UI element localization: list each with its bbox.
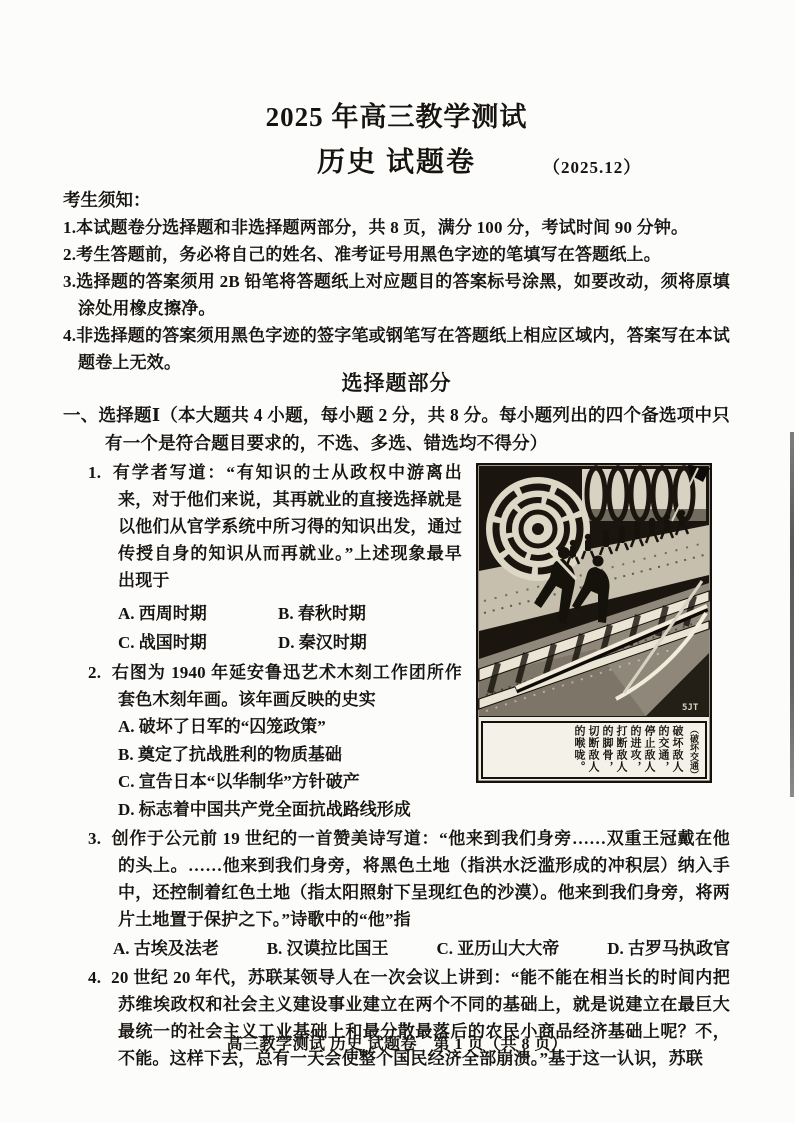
option-b: B. 奠定了抗战胜利的物质基础: [118, 744, 342, 764]
question-stem-text: 有学者写道：“有知识的士从政权中游离出来，对于他们来说，其再就业的直接选择就是以他们从官学系统中所习得的知识出发，通过传授自身的知识从而再就业。”上述现象最早出现于: [111, 463, 462, 590]
page-title: 2025 年高三教学测试: [265, 102, 528, 132]
caption-column: 的进攻，: [629, 725, 641, 773]
question-3-options: [113, 935, 730, 962]
option-a: A. 古埃及法老: [113, 939, 219, 958]
caption-column: 的交通，: [657, 725, 669, 773]
section-part-title: 选择题部分: [341, 371, 452, 395]
option-a: A. 西周时期: [118, 604, 207, 623]
question-block-1-2: [63, 459, 730, 823]
option-c: C. 战国时期: [118, 633, 207, 652]
section1-header: 一、选择题Ⅰ（本大题共 4 小题，每小题 2 分，共 8 分。每小题列出的四个备选项中只有一个是符合题目要求的，不选、多选、错选均不得分）: [63, 405, 730, 453]
option-d: D. 古罗马执政官: [607, 939, 730, 958]
question-number: 1.: [88, 463, 102, 482]
caption-column: 打断敌人: [615, 725, 627, 773]
question-number: 3.: [88, 829, 102, 848]
subtitle-row: [63, 146, 730, 180]
caption-column: 破坏敌人: [671, 725, 683, 773]
page-footer: 高三教学测试 历史 试题卷 第 1 页（共 8 页）: [226, 1036, 568, 1053]
woodcut-caption-title: （破坏交通）: [689, 725, 699, 779]
question-number: 4.: [88, 968, 102, 987]
question-4-stem: [88, 964, 730, 1072]
question-1-options: [118, 599, 462, 657]
question-3-stem: [88, 825, 730, 933]
option-b: B. 汉谟拉比国王: [266, 939, 389, 958]
option-d: D. 标志着中国共产党全面抗战路线形成: [118, 799, 411, 819]
exam-date: （2025.12）: [543, 158, 642, 177]
woodcut-signature: 5JT: [682, 703, 699, 713]
option-c: C. 亚历山大大帝: [436, 939, 560, 958]
notice-item: 2.考生答题前，务必将自己的姓名、准考证号用黑色字迹的笔填写在答题纸上。: [63, 245, 661, 264]
subject-title: 历史 试题卷: [316, 147, 476, 178]
option-c: C. 宣告日本“以华制华”方针破产: [118, 772, 360, 791]
caption-column: 的脚骨，: [601, 725, 613, 773]
question-stem-text: 20 世纪 20 年代，苏联某领导人在一次会议上讲到：“能不能在相当长的时间内把苏维埃政权和社会主义建设事业建立在两个不同的基础上，就是说建立在最巨大最统一的社会主义工业基础上和最分散最落后的农民小商品经济基础上呢？不，不能。这样下去，总有一天会使整个国民经济全部崩溃。”基于这一认识，苏联: [111, 968, 730, 1068]
option-a: A. 破坏了日军的“囚笼政策”: [118, 717, 326, 736]
caption-column: 停止敌人: [643, 725, 655, 773]
notice-item: 4.非选择题的答案须用黑色字迹的签字笔或钢笔写在答题纸上相应区域内，答案写在本试题卷上无效。: [63, 326, 730, 372]
question-stem-text: 右图为 1940 年延安鲁迅艺术木刻工作团所作套色木刻年画。该年画反映的史实: [111, 663, 462, 709]
notice-title: 考生须知：: [63, 190, 151, 210]
question-stem-text: 创作于公元前 19 世纪的一首赞美诗写道：“他来到我们身旁……双重王冠戴在他的头上。……他来到我们身旁，将黑色土地（指洪水泛滥形成的冲积层）纳入手中，还控制着红色土地（指太阳照射下呈现红色的沙漠）。他来到我们身旁，将两片土地置于保护之下。”诗歌中的“他”指: [111, 829, 730, 929]
notice-item: 3.选择题的答案须用 2B 铅笔将答题纸上对应题目的答案标号涂黑，如要改动，须将原填涂处用橡皮擦净。: [63, 272, 730, 318]
woodcut-print-railway-sabotage: [476, 463, 712, 783]
caption-column: 的喉咙。: [573, 725, 585, 773]
option-d: D. 秦汉时期: [278, 633, 367, 652]
option-b: B. 春秋时期: [278, 604, 366, 623]
scan-edge-artifact: [790, 432, 794, 797]
notice-item: 1.本试题卷分选择题和非选择题两部分，共 8 页，满分 100 分，考试时间 90 分钟。: [63, 218, 689, 237]
caption-column: 切断敌人: [587, 725, 599, 773]
question-number: 2.: [88, 663, 102, 682]
woodcut-caption: [481, 721, 707, 779]
